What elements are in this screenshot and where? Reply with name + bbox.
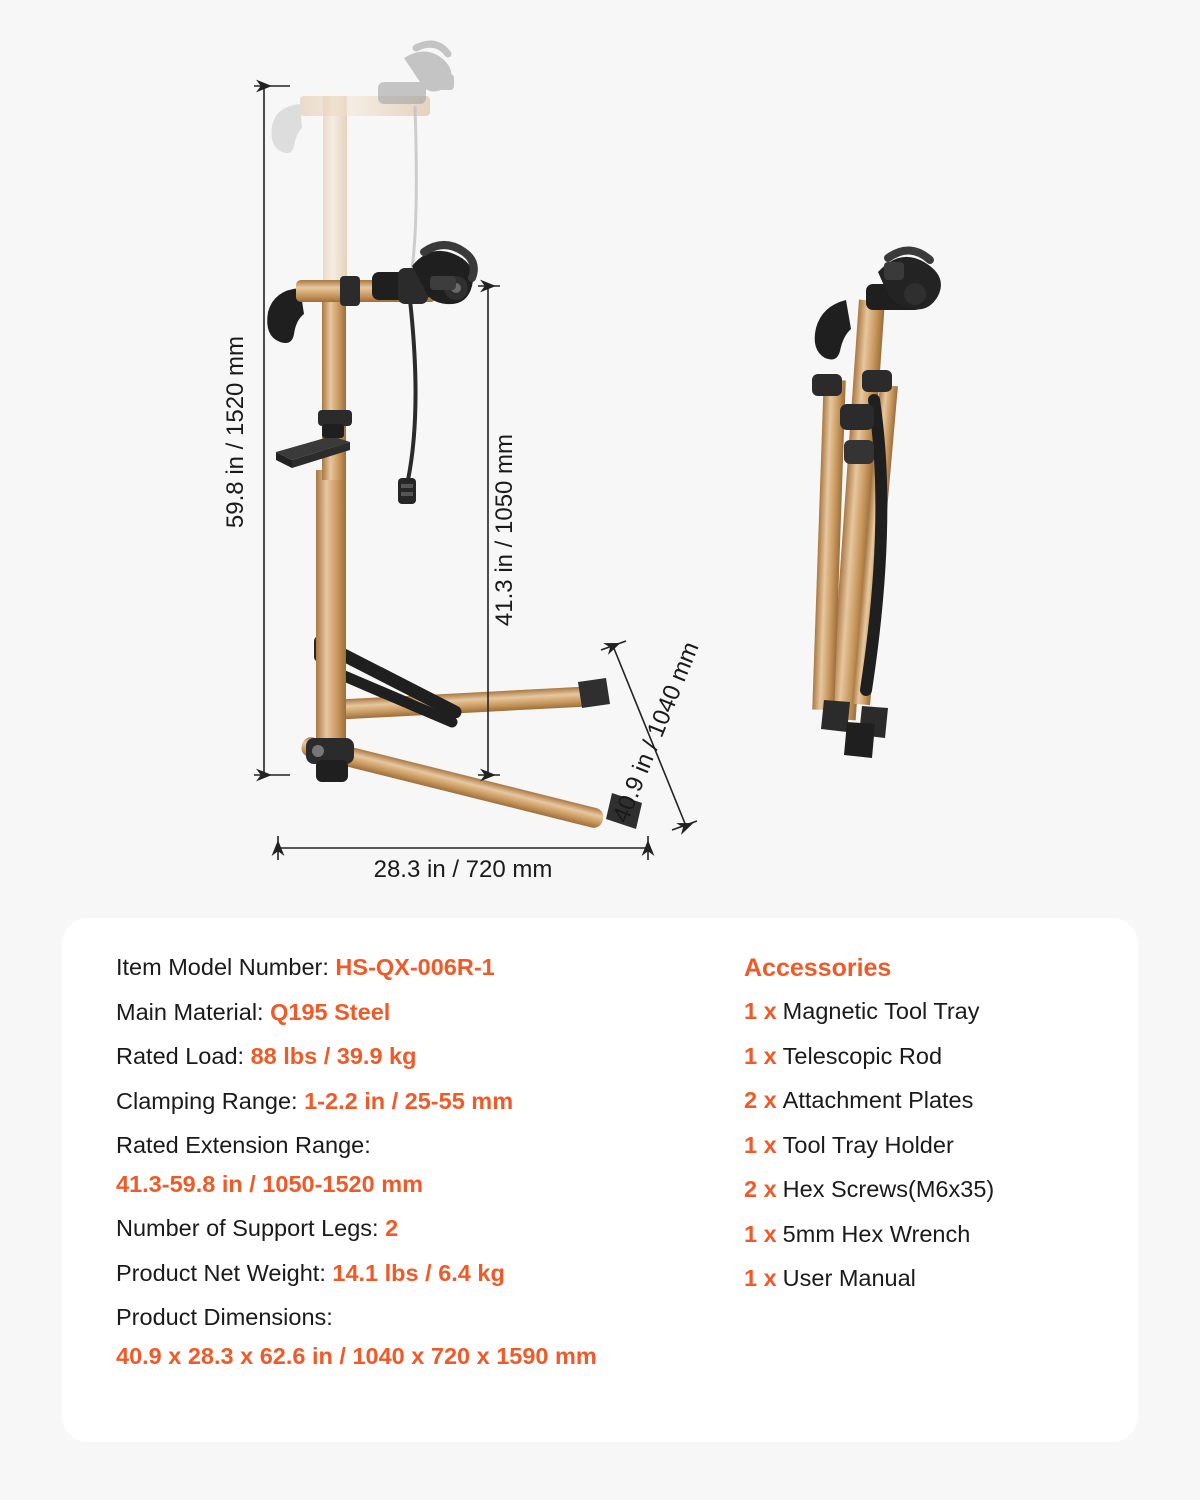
accessory-name: 5mm Hex Wrench: [782, 1220, 971, 1247]
accessory-name: Attachment Plates: [782, 1087, 974, 1113]
accessory-qty: 1 x: [744, 1220, 777, 1247]
accessory-qty: 2 x: [744, 1087, 777, 1113]
spec-label: Clamping Range:: [116, 1087, 298, 1114]
lower-tube: [316, 470, 346, 770]
accessory-qty: 1 x: [744, 1131, 777, 1158]
spec-row-support-legs: [116, 1217, 702, 1241]
accessory-item: [744, 1178, 1138, 1202]
spec-label: Number of Support Legs:: [116, 1215, 379, 1241]
accessory-name: User Manual: [782, 1265, 916, 1291]
spec-label: Product Dimensions:: [116, 1304, 333, 1330]
spec-row-extension-range-label: [116, 1134, 702, 1158]
accessory-name: Tool Tray Holder: [782, 1131, 954, 1158]
accessory-item: [744, 1042, 1138, 1069]
spec-value: HS-QX-006R-1: [335, 954, 495, 980]
accessory-item: [744, 1000, 1138, 1024]
spec-value: 1-2.2 in / 25-55 mm: [304, 1087, 514, 1114]
clamp-head: [372, 245, 474, 304]
accessory-qty: 1 x: [744, 1265, 777, 1291]
accessories-list: [702, 956, 1138, 1442]
spec-row-net-weight: [116, 1259, 702, 1286]
spec-value: 14.1 lbs / 6.4 kg: [332, 1259, 505, 1286]
accessory-item: [744, 1267, 1138, 1291]
spec-row-model: [116, 956, 702, 980]
spec-row-extension-range-value: 41.3-59.8 in / 1050-1520 mm: [116, 1170, 424, 1197]
spec-value: Q195 Steel: [270, 998, 391, 1025]
spec-row-dimensions-value: 40.9 x 28.3 x 62.6 in / 1040 x 720 x 1590 mm: [116, 1342, 597, 1369]
stand-open-view: [267, 245, 642, 830]
spec-value: 88 lbs / 39.9 kg: [250, 1043, 417, 1069]
spec-row-dimensions-label: [116, 1306, 702, 1330]
accessory-qty: 1 x: [744, 998, 777, 1024]
stand-folded-view: [812, 250, 941, 758]
accessory-item: [744, 1131, 1138, 1158]
accessory-qty: 2 x: [744, 1176, 777, 1202]
dimension-label-depth: 40.9 in / 1040 mm: [607, 638, 705, 827]
spec-value: 2: [385, 1215, 399, 1241]
spec-label: Product Net Weight:: [116, 1259, 326, 1286]
spec-row-clamping-range: [116, 1087, 702, 1114]
dimension-label-width: 28.3 in / 720 mm: [373, 856, 553, 883]
specification-card: [62, 918, 1138, 1442]
accessory-item: [744, 1220, 1138, 1247]
dimension-label-height-total: 59.8 in / 1520 mm: [222, 335, 249, 529]
spec-list: [62, 956, 702, 1442]
spec-label: Item Model Number:: [116, 954, 329, 980]
accessory-name: Telescopic Rod: [782, 1042, 943, 1069]
spec-row-rated-load: [116, 1045, 702, 1069]
spec-label: Rated Load:: [116, 1043, 245, 1069]
base-pivot: [306, 738, 354, 782]
spec-row-material: [116, 998, 702, 1025]
release-cable: [408, 300, 416, 480]
dimension-label-height-min: 41.3 in / 1050 mm: [491, 433, 518, 627]
spec-label: Main Material:: [116, 998, 264, 1025]
accessory-name: Hex Screws(M6x35): [782, 1176, 995, 1202]
accessories-title: Accessories: [744, 954, 892, 982]
spec-label: Rated Extension Range:: [116, 1132, 371, 1158]
cable-pull-tab: [398, 478, 416, 504]
accessory-qty: 1 x: [744, 1042, 777, 1069]
accessory-name: Magnetic Tool Tray: [782, 998, 980, 1024]
accessory-item: [744, 1089, 1138, 1113]
